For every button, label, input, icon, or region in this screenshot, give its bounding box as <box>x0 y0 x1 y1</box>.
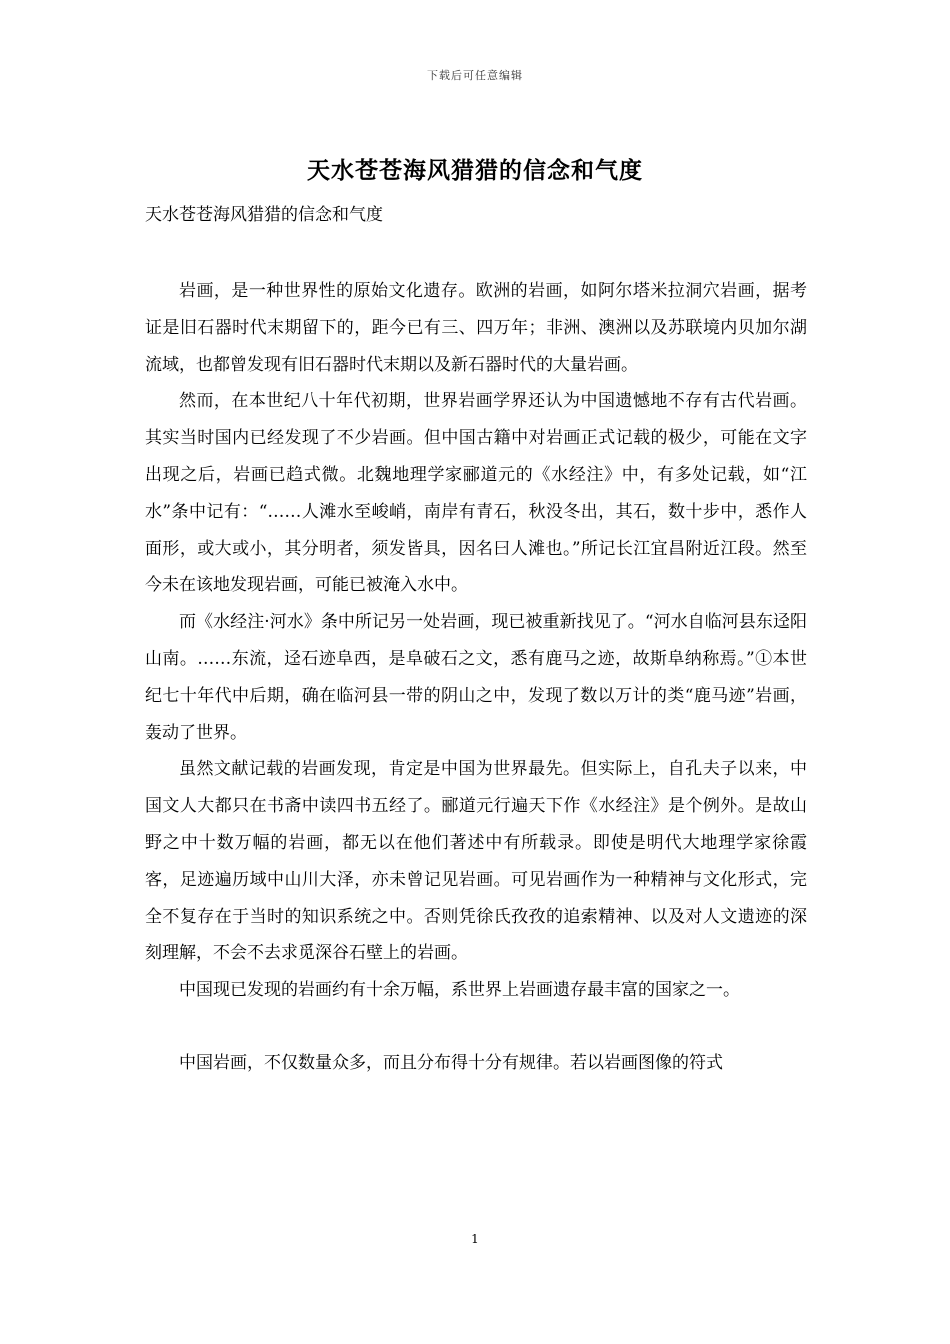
paragraph-spacer <box>145 1009 807 1045</box>
paragraph-1: 岩画，是一种世界性的原始文化遗存。欧洲的岩画，如阿尔塔米拉洞穴岩画，据考证是旧石器时代末期留下的，距今已有三、四万年；非洲、澳洲以及苏联境内贝加尔湖流域，也都曾发现有旧石器时代末期以及新石器时代的大量岩画。 <box>145 281 807 375</box>
paragraph-2: 然而，在本世纪八十年代初期，世界岩画学界还认为中国遗憾地不存有古代岩画。其实当时国内已经发现了不少岩画。但中国古籍中对岩画正式记载的极少，可能在文字出现之后，岩画已趋式微。北魏地理学家郦道元的《水经注》中，有多处记载，如“江水”条中记有：“……人滩水至峻峭，南岸有青石，秋没冬出，其石，数十步中，悉作人面形，或大或小，其分明者，须发皆具，因名曰人滩也。”所记长江宜昌附近江段。然至今未在该地发现岩画，可能已被淹入水中。 <box>145 391 807 596</box>
page-number: 1 <box>471 1232 479 1246</box>
page-header-note: 下载后可任意编辑 <box>427 69 523 82</box>
document-title: 天水苍苍海风猎猎的信念和气度 <box>307 157 643 184</box>
paragraph-4: 虽然文献记载的岩画发现，肯定是中国为世界最先。但实际上，自孔夫子以来，中国文人大都只在书斋中读四书五经了。郦道元行遍天下作《水经注》是个例外。是故山野之中十数万幅的岩画，都无以在他们著述中有所载录。即使是明代大地理学家徐霞客，足迹遍历域中山川大泽，亦未曾记见岩画。可见岩画作为一种精神与文化形式，完全不复存在于当时的知识系统之中。否则凭徐氏孜孜的追索精神、以及对人文遗迹的深刻理解，不会不去求觅深谷石壁上的岩画。 <box>145 759 807 964</box>
paragraph-3: 而《水经注·河水》条中所记另一处岩画，现已被重新找见了。“河水自临河县东迳阳山南。……东流，迳石迹阜西，是阜破石之文，悉有鹿马之迹，故斯阜纳称焉。”①本世纪七十年代中后期，确在临河县一带的阴山之中，发现了数以万计的类“鹿马迹”岩画，轰动了世界。 <box>145 612 807 743</box>
paragraph-5: 中国现已发现的岩画约有十余万幅，系世界上岩画遗存最丰富的国家之一。 <box>179 980 740 1001</box>
document-body <box>145 273 807 1082</box>
document-subtitle: 天水苍苍海风猎猎的信念和气度 <box>145 205 383 225</box>
paragraph-6: 中国岩画，不仅数量众多，而且分布得十分有规律。若以岩画图像的符式 <box>179 1052 723 1073</box>
